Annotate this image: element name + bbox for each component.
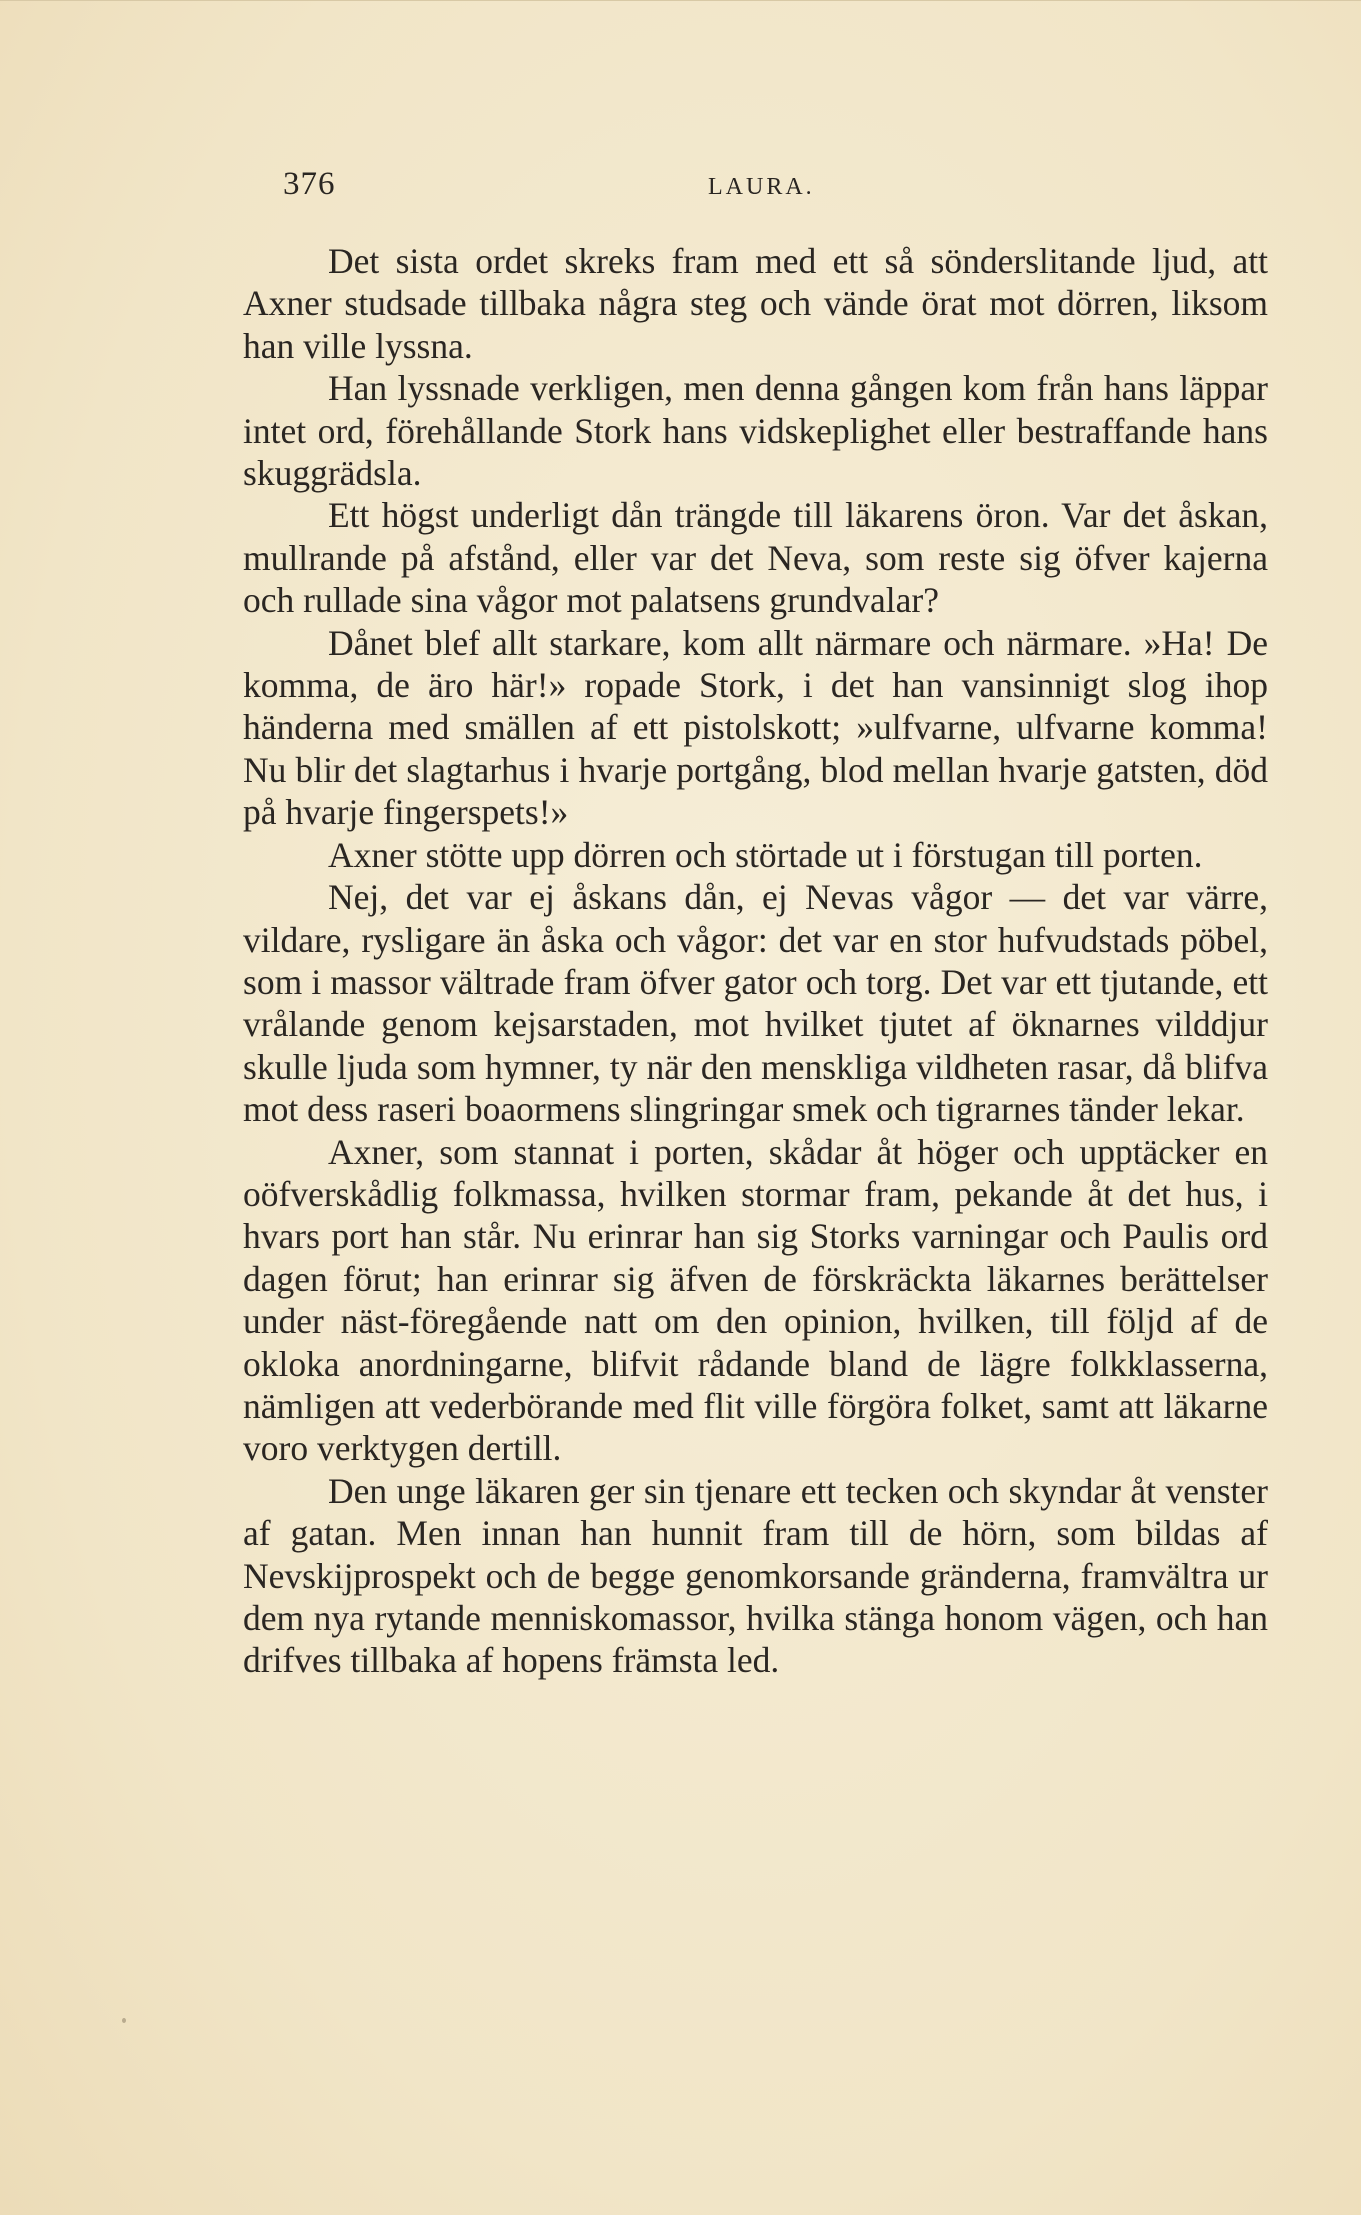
paper-speck (122, 2018, 126, 2023)
page-header (283, 166, 1283, 206)
text-column (243, 240, 1268, 1682)
paragraph: Det sista ordet skreks fram med ett så sönderslitande ljud, att Axner studsade tillbaka några steg och vände örat mot dörren, liksom han ville lyssna. (243, 241, 1268, 366)
page-number: 376 (283, 166, 336, 202)
running-title: LAURA. (708, 174, 815, 200)
paragraph: Han lyssnade verkligen, men denna gången kom från hans läppar intet ord, förehållande Stork hans vidskeplighet eller bestraffande hans skuggrädsla. (243, 368, 1268, 494)
paragraph: Axner, som stannat i porten, skådar åt höger och upptäcker en oöfverskådlig folkmassa, hvilken stormar fram, pekande åt det hus, i hvars port han står. Nu erinrar han sig Storks varningar och Paulis ord dagen förut; han erinrar sig äfven de förskräckta läkarnes berättelser under näst-föregående natt om den opinion, hvilken, till följd af de okloka anordningarne, blifvit rådande bland de lägre folkklasserna, nämligen att vederbörande med flit ville förgöra folket, samt att läkarne voro verktygen dertill. (243, 1131, 1268, 1469)
paragraph: Den unge läkaren ger sin tjenare ett tecken och skyndar åt venster af gatan. Men innan han hunnit fram till de hörn, som bildas af Nevskijprospekt och de begge genomkorsande gränderna, framvältra ur dem nya rytande menniskomassor, hvilka stänga honom vägen, och han drifves tillbaka af hopens främsta led. (243, 1470, 1268, 1681)
paragraph: Axner stötte upp dörren och störtade ut i förstugan till porten. (328, 834, 1203, 875)
page-top-edge (0, 0, 1361, 7)
paragraph: Dånet blef allt starkare, kom allt närmare och närmare. »Ha! De komma, de äro här!» ropade Stork, i det han vansinnigt slog ihop händerna med smällen af ett pistolskott; »ulfvarne, ulfvarne komma! Nu blir det slagtarhus i hvarje portgång, blod mellan hvarje gatsten, död på hvarje fingerspets!» (243, 622, 1268, 833)
paragraph: Nej, det var ej åskans dån, ej Nevas vågor — det var värre, vildare, rysligare än åska och vågor: det var en stor hufvudstads pöbel, som i massor vältrade fram öfver gator och torg. Det var ett tjutande, ett vrålande genom kejsarstaden, mot hvilket tjutet af öknarnes vilddjur skulle ljuda som hymner, ty när den menskliga vildheten rasar, då blifva mot dess raseri boaormens slingringar smek och tigrarnes tänder lekar. (243, 877, 1268, 1130)
paragraph: Ett högst underligt dån trängde till läkarens öron. Var det åskan, mullrande på afstånd, eller var det Neva, som reste sig öfver kajerna och rullade sina vågor mot palatsens grundvalar? (243, 495, 1268, 621)
